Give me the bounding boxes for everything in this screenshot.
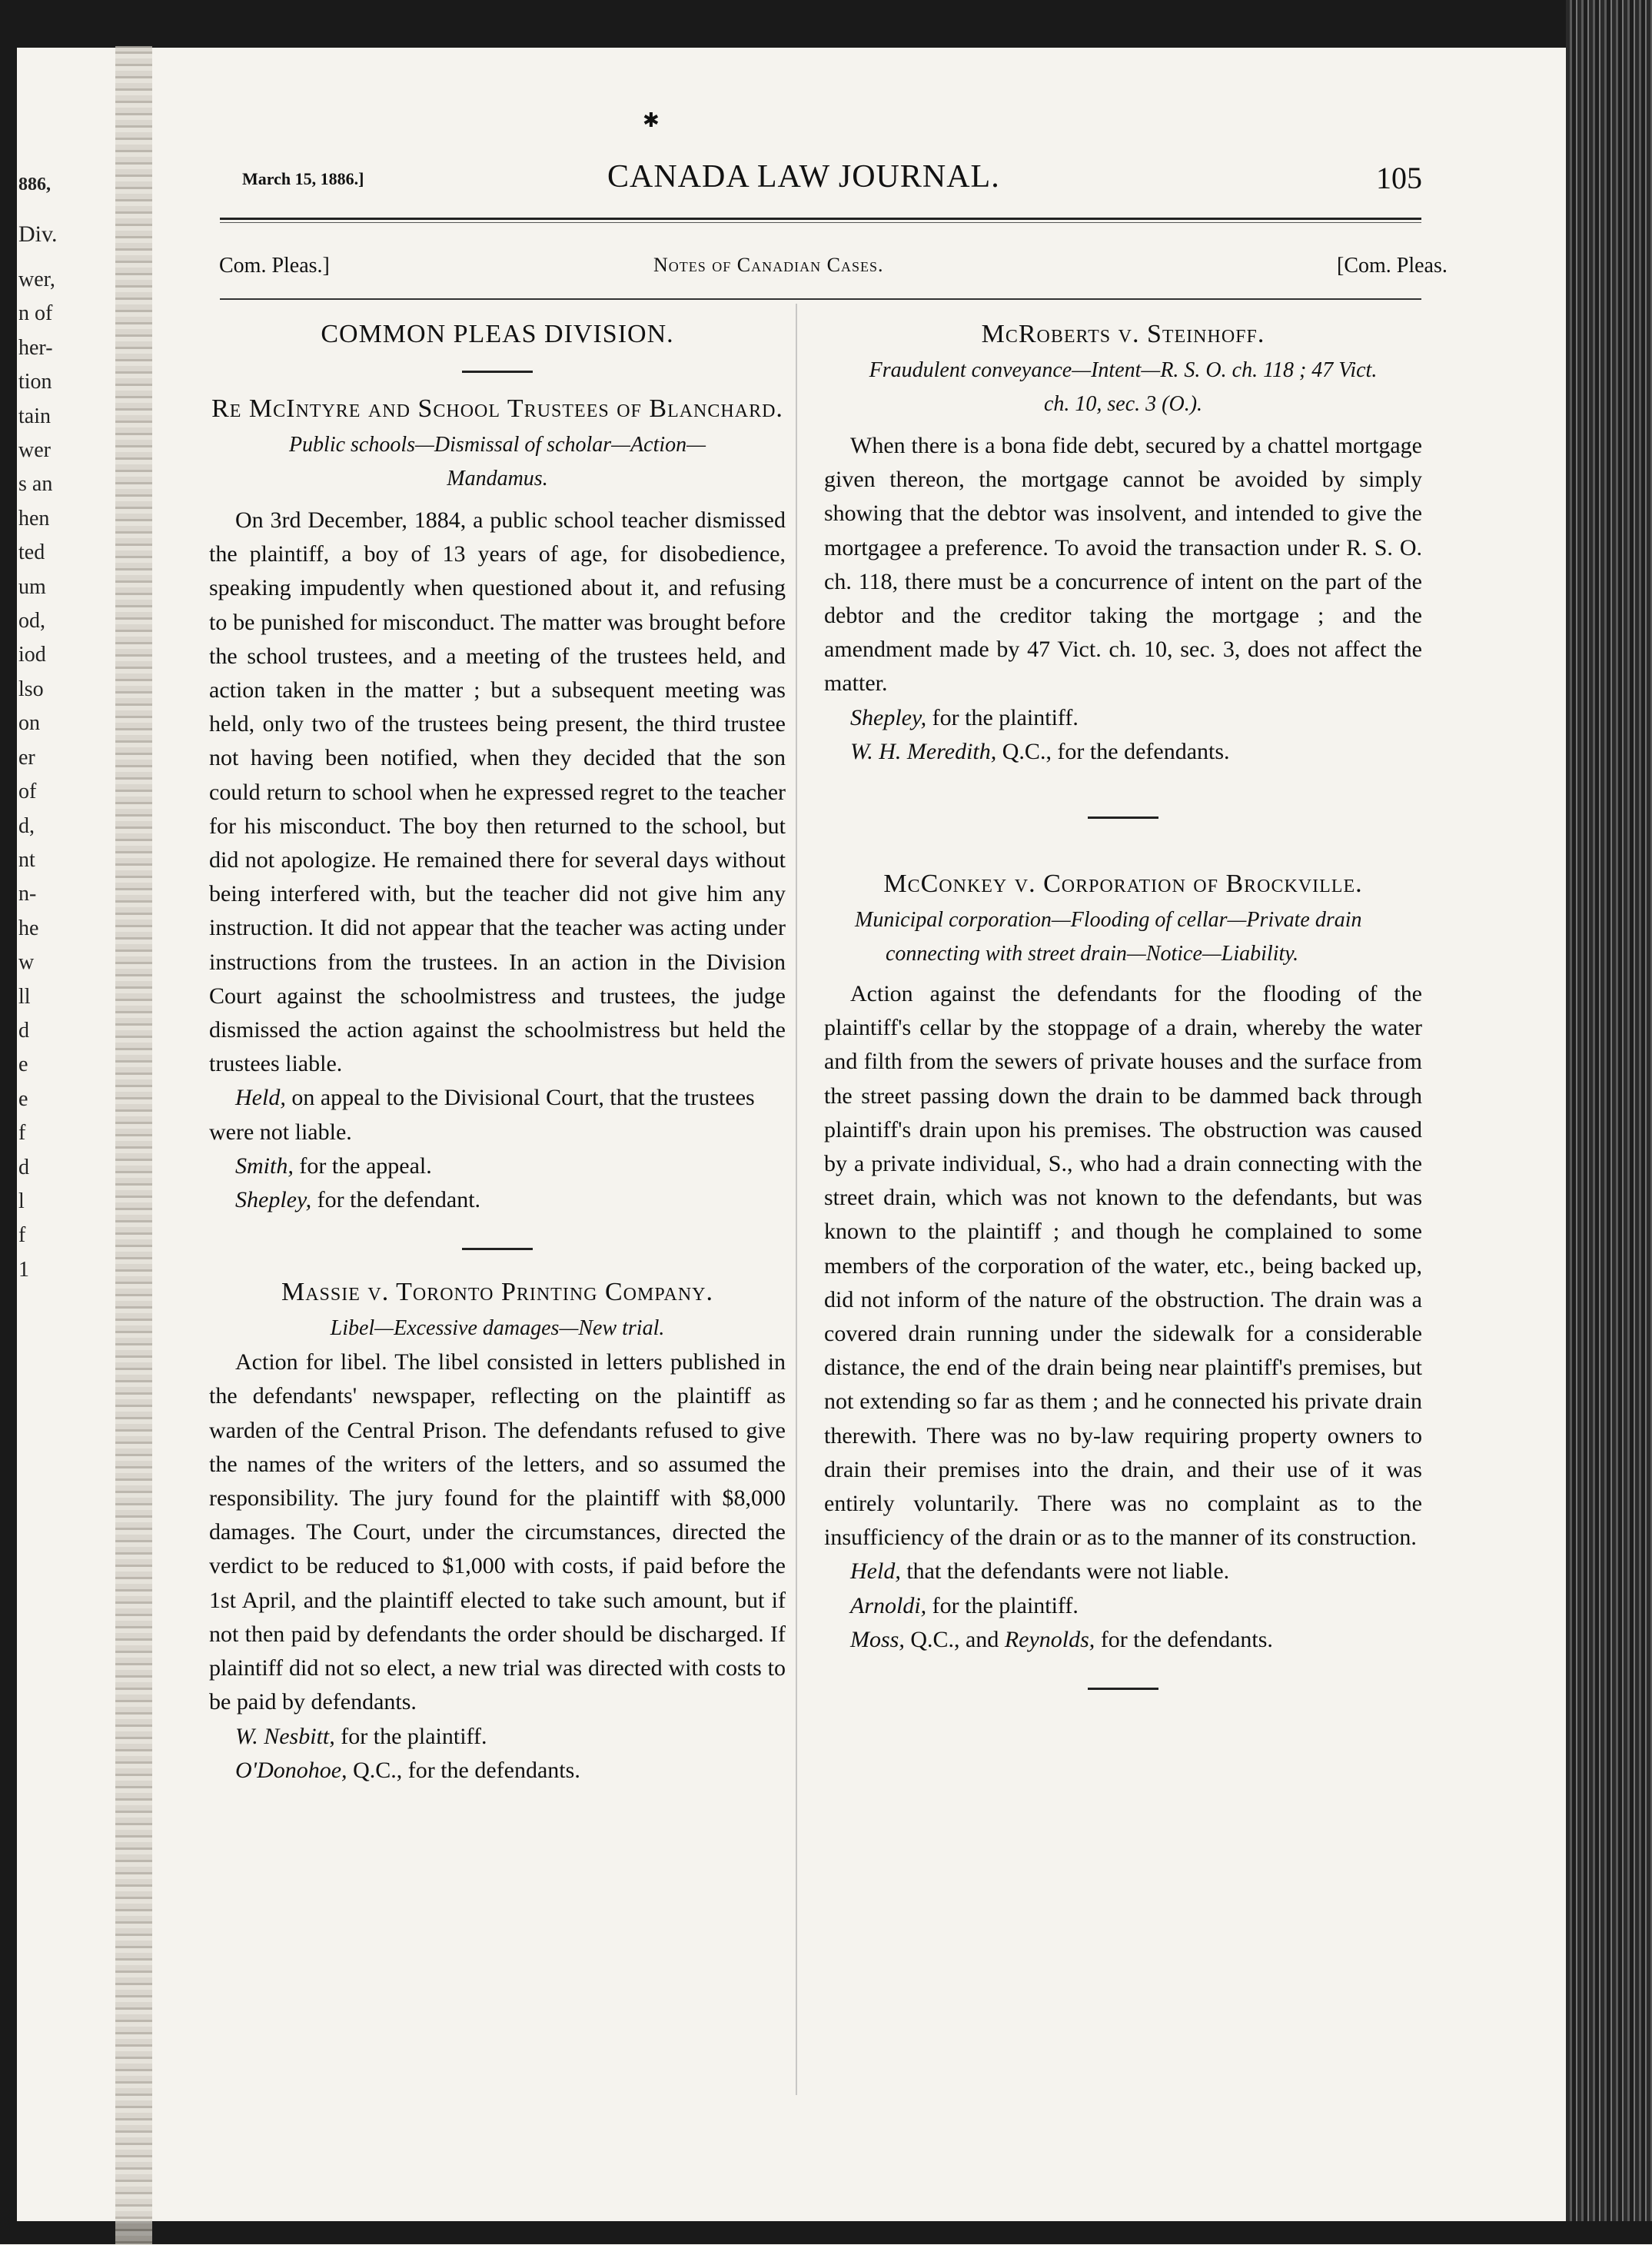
fragment-line: e xyxy=(18,1053,28,1077)
header-rule xyxy=(220,218,1421,220)
running-head-right: [Com. Pleas. xyxy=(1337,254,1448,278)
holding-text: that the defendants were not liable. xyxy=(900,1558,1230,1585)
fragment-line: od, xyxy=(18,609,45,634)
counsel-role: for the plaintiff. xyxy=(926,1592,1079,1618)
fragment-line: f xyxy=(18,1223,26,1248)
case-separator xyxy=(1088,817,1158,819)
case-title: Re McIntyre and School Trustees of Blanchard. xyxy=(211,394,783,423)
case-subtitle: Libel—Excessive damages—New trial. xyxy=(330,1316,665,1341)
fragment-line: nt xyxy=(18,847,35,872)
issue-date: March 15, 1886.] xyxy=(242,169,364,188)
fragment-line: he xyxy=(18,916,39,940)
counsel-role: for the plaintiff. xyxy=(926,704,1079,730)
fragment-line: d xyxy=(18,1155,29,1179)
counsel-role: for the defendants. xyxy=(1095,1626,1273,1652)
column-divider xyxy=(796,304,797,2095)
fragment-line: hen xyxy=(18,506,50,530)
counsel-name: W. Nesbitt, xyxy=(235,1723,335,1749)
right-column xyxy=(824,315,1422,1707)
counsel-name: O'Donohoe, xyxy=(235,1757,347,1783)
counsel-line xyxy=(824,1589,1422,1623)
case-title: Massie v. Toronto Printing Company. xyxy=(281,1278,713,1307)
fragment-line: w xyxy=(18,950,35,975)
fragment-line: ted xyxy=(18,540,45,565)
scan-bottom-border xyxy=(0,2221,1652,2244)
journal-title: CANADA LAW JOURNAL. xyxy=(607,159,1000,195)
fragment-line: her- xyxy=(18,335,53,360)
scan-top-border xyxy=(0,0,1652,48)
fragment-line: n of xyxy=(18,301,53,326)
binding-gutter xyxy=(115,46,152,2245)
previous-page-fragment xyxy=(18,163,111,1287)
holding xyxy=(824,1555,1422,1588)
case-body: Action against the defendants for the flooding of the plaintiff's cellar by the stoppage of a drain, whereby the water and filth from the sewers of private houses and the surface from the street passing down the drain to be dammed back through plaintiff's drain upon his premises. The obstruction was caused by a private individual, S., who had a drain connecting with the street drain, which was not known to the defendants, but was known to the plaintiff ; and though he complained to some members of the corporation of the water, etc., being backed up, did not inform of the nature of the obstruction. The drain was a covered drain running under the sidewalk for a considerable distance, the end of the drain being near plaintiff's premises, but not extending so far as them ; and he connected his private drain therewith. There was no by-law requiring property owners to drain their premises into the drain, and their use of it was entirely voluntarily. There was no complaint as to the insufficiency of the drain or as to the manner of its construction. xyxy=(824,981,1422,1551)
fragment-line: 1 xyxy=(18,1257,29,1282)
fragment-line: tion xyxy=(18,370,52,394)
header-rule xyxy=(220,298,1421,300)
fragment-line: wer, xyxy=(18,268,55,291)
fragment-line: tain xyxy=(18,404,51,428)
case-subtitle: Public schools—Dismissal of scholar—Action—Mandamus. xyxy=(288,433,706,491)
case-body: Action for libel. The libel consisted in letters published in the defendants' newspaper, reflecting on the plaintiff as warden of the Central Prison. The defendants refused to give the names of the writers of the letters, and so assumed the responsibility. The jury found for the plaintiff with $8,000 damages. The Court, under the circumstances, directed the verdict to be reduced to $1,000 with costs, if paid before the 1st April, and the plaintiff elected to take such amount, but if not then paid by defendants the order should be discharged. If plaintiff did not so elect, a new trial was directed with costs to be paid by defendants. xyxy=(209,1349,786,1715)
counsel-role: Q.C., for the defendants. xyxy=(347,1757,580,1783)
counsel-role: Q.C., for the defendants. xyxy=(996,738,1230,764)
case-subtitle: Municipal corporation—Flooding of cellar—Private drain connecting with street drain—Notice—Liability. xyxy=(855,908,1362,966)
scan-left-border xyxy=(0,0,17,2244)
left-column xyxy=(209,315,786,1788)
counsel-line xyxy=(209,1754,786,1788)
counsel-name: Shepley, xyxy=(850,704,927,730)
counsel-line xyxy=(209,1183,786,1217)
fragment-line: s an xyxy=(18,472,53,497)
fragment-line: f xyxy=(18,1121,26,1146)
counsel-name: Arnoldi, xyxy=(850,1592,927,1618)
holding-text: on appeal to the Divisional Court, that the trustees were not liable. xyxy=(209,1085,755,1145)
counsel-role: for the defendant. xyxy=(311,1187,481,1213)
counsel-role: for the plaintiff. xyxy=(334,1723,487,1749)
counsel-line xyxy=(824,735,1422,769)
counsel-line xyxy=(209,1720,786,1754)
case-body: On 3rd December, 1884, a public school teacher dismissed the plaintiff, a boy of 13 years of age, for disobedience, speaking impudently when questioned about it, and refusing to be punished for misconduct. The matter was brought before the school trustees, and a meeting of the trustees held, and action taken in the matter ; but a subsequent meeting was held, only two of the trustees being present, the third trustee not having been notified, when they decided that the son could return to school when he expressed regret to the teacher for his misconduct. The boy then returned to the school, but did not apologize. He remained there for several days without being interfered with, but the teacher did not give him any instruction. It did not appear that the teacher was acting under instructions from the trustees. In an action in the Division Court against the schoolmistress and trustees, the judge dismissed the action against the schoolmistress but held the trustees liable. xyxy=(209,507,786,1077)
running-head-left: Com. Pleas.] xyxy=(219,254,330,278)
fragment-line: l xyxy=(18,1189,25,1213)
fragment-line: of xyxy=(18,780,37,804)
case-subtitle: Fraudulent conveyance—Intent—R. S. O. ch. 118 ; 47 Vict. ch. 10, sec. 3 (O.). xyxy=(869,358,1378,416)
fragment-line: lso xyxy=(18,677,44,701)
case-body: When there is a bona fide debt, secured by a chattel mortgage given thereon, the mortgage cannot be avoided by simply showing that the debtor was insolvent, and intended to give the mortgagee a preference. To avoid the transaction under R. S. O. ch. 118, there must be a concurrence of intent on the part of the debtor and the creditor taking the mortgage ; and the amendment made by 47 Vict. ch. 10, sec. 3, does not affect the matter. xyxy=(824,433,1422,697)
counsel-name: Moss, xyxy=(850,1626,905,1652)
counsel-role: for the appeal. xyxy=(293,1152,432,1179)
counsel-name: Reynolds, xyxy=(1004,1626,1095,1652)
fragment-line: e xyxy=(18,1086,28,1111)
fragment-line: n- xyxy=(18,882,37,906)
counsel-line xyxy=(824,701,1422,735)
fragment-line: um xyxy=(18,574,46,599)
section-rule xyxy=(462,371,533,373)
scan-right-border xyxy=(1566,0,1652,2244)
page-number: 105 xyxy=(1376,161,1422,195)
ornament-icon: ✱ xyxy=(643,109,660,131)
counsel-connector: Q.C., and xyxy=(904,1626,1005,1652)
counsel-line xyxy=(824,1623,1422,1657)
fragment-line: ll xyxy=(18,984,31,1009)
case-title: McRoberts v. Steinhoff. xyxy=(981,320,1265,348)
counsel-line xyxy=(209,1149,786,1183)
fragment-line: d xyxy=(18,1018,29,1043)
holding-label: Held, xyxy=(235,1085,286,1111)
fragment-line: wer xyxy=(18,438,51,463)
fragment-line: d, xyxy=(18,813,35,838)
case-separator xyxy=(462,1248,533,1250)
header-rule xyxy=(220,222,1421,223)
counsel-name: Smith, xyxy=(235,1152,294,1179)
fragment-line: 886, xyxy=(18,175,51,195)
fragment-line: on xyxy=(18,711,40,736)
section-heading: COMMON PLEAS DIVISION. xyxy=(321,320,674,348)
fragment-line: iod xyxy=(18,643,46,667)
counsel-name: Shepley, xyxy=(235,1187,312,1213)
case-title: McConkey v. Corporation of Brockville. xyxy=(883,870,1363,899)
holding xyxy=(209,1081,786,1149)
holding-label: Held, xyxy=(850,1558,901,1585)
running-head-center: Notes of Canadian Cases. xyxy=(653,254,884,276)
end-rule xyxy=(1088,1688,1158,1690)
counsel-name: W. H. Meredith, xyxy=(850,738,997,764)
fragment-line: Div. xyxy=(18,221,58,247)
fragment-line: er xyxy=(18,745,35,770)
